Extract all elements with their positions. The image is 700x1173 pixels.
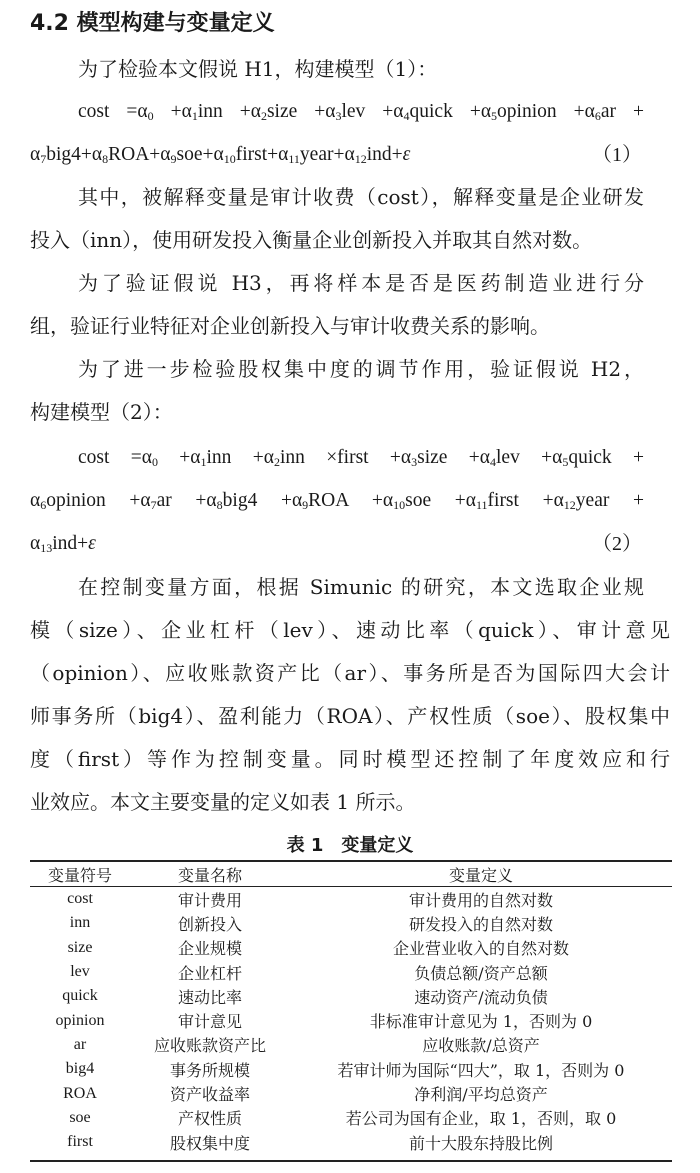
table-row [30,1033,672,1057]
paragraph-controls-line-4: 师事务所（big4）、盈利能力（ROA）、产权性质（soe）、股权集中 [30,704,670,728]
table-row [30,887,672,912]
equation-1-number: （1） [592,144,642,166]
cell-name: 资产收益率 [169,1085,250,1105]
cell-name: 速动比率 [177,987,242,1007]
equation-2-line-3: $\alpha_{13}ind+\varepsilon$ [30,533,96,555]
variable-definition-table [30,862,672,1154]
cell-definition: 企业营业收入的自然对数 [392,939,569,959]
cell-definition: 前十大股东持股比例 [408,1133,553,1153]
table-row [30,1106,672,1130]
cell-name: 审计费用 [177,890,242,910]
cell-name: 股权集中度 [169,1133,250,1153]
cell-name: 创新投入 [177,914,242,934]
paragraph-controls-line-1: 在控制变量方面，根据 Simunic 的研究，本文选取企业规 [78,575,644,599]
cell-name: 事务所规模 [169,1060,250,1080]
cell-symbol: ROA [63,1084,97,1102]
paragraph-h2-line-1: 为了进一步检验股权集中度的调节作用，验证假说 H2， [78,357,644,381]
equation-1-line-1: $\cos t =\alpha_0 +\alpha_1inn$ $+\alpha_2size +\alpha_3lev$ $+\alpha_4quick$ $+\alpha_5opinion +\alpha_6ar$ + [78,101,644,123]
cell-definition: 净利润/平均总资产 [414,1085,548,1105]
cell-definition: 若公司为国有企业，取 1，否则，取 0 [345,1109,617,1129]
cell-symbol: opinion [55,1011,105,1029]
paragraph-h2-line-2: 构建模型（2）： [30,400,173,424]
equation-1-line-2: $\alpha_7big4+\alpha_8ROA+\alpha_9soe+\alpha_{10}first+\alpha_{11}year+\alpha_{12}ind+\varepsilon$ [30,144,411,166]
cell-symbol: first [67,1133,93,1151]
cell-symbol: big4 [65,1060,95,1078]
table-header-row [30,862,672,887]
table-row [30,1081,672,1105]
table-row [30,1008,672,1032]
cell-symbol: size [67,938,93,956]
table-row [30,984,672,1008]
paragraph-variables-line-1: 其中，被解释变量是审计收费（cost），解释变量是企业研发 [78,185,644,209]
cell-symbol: inn [69,914,91,932]
cell-name: 应收账款资产比 [153,1036,266,1056]
table-row [30,960,672,984]
paragraph-intro-model-1: 为了检验本文假说 H1，构建模型（1）： [78,57,438,81]
table-row [30,936,672,960]
cell-definition: 速动资产/流动负债 [414,987,548,1007]
cell-definition: 研发投入的自然对数 [408,914,553,934]
equation-2-line-2: $\alpha_6opinion +\alpha_7ar +\alpha_8big4 +\alpha_9ROA +\alpha_{10}soe$ $+\alpha_{11}first$ $+\alpha_{12}year$ + [30,490,644,512]
table-caption: 表 1 变量定义 [286,835,414,856]
cell-definition: 若审计师为国际“四大”，取 1，否则为 0 [337,1060,625,1080]
cell-symbol: lev [70,963,90,981]
cell-definition: 审计费用的自然对数 [408,890,553,910]
header-symbol: 变量符号 [30,862,130,887]
cell-name: 企业规模 [177,939,242,959]
paragraph-controls-line-3: （opinion）、应收账款资产比（ar）、事务所是否为国际四大会计 [30,661,670,685]
cell-definition: 非标准审计意见为 1，否则为 0 [369,1012,593,1032]
equation-2-number: （2） [592,533,642,555]
cell-name: 企业杠杆 [177,963,242,983]
paragraph-h3-line-2: 组，验证行业特征对企业创新投入与审计收费关系的影响。 [30,314,550,338]
cell-symbol: cost [67,890,93,908]
header-definition: 变量定义 [290,862,672,887]
table-row [30,1130,672,1154]
paragraph-controls-line-5: 度（first）等作为控制变量。同时模型还控制了年度效应和行 [30,747,670,771]
cell-definition: 应收账款/总资产 [422,1036,540,1056]
table-row [30,1057,672,1081]
cell-symbol: soe [69,1108,91,1126]
paragraph-variables-line-2: 投入（inn），使用研发投入衡量企业创新投入并取其自然对数。 [30,228,593,252]
cell-name: 产权性质 [177,1109,242,1129]
cell-name: 审计意见 [177,1012,242,1032]
paragraph-controls-line-6: 业效应。本文主要变量的定义如表 1 所示。 [30,790,416,814]
table-bottom-rule [30,1160,672,1162]
section-heading: 4.2 模型构建与变量定义 [30,11,275,36]
paragraph-h3-line-1: 为了验证假说 H3，再将样本是否是医药制造业进行分 [78,271,644,295]
cell-symbol: quick [62,987,98,1005]
table-row [30,911,672,935]
cell-definition: 负债总额/资产总额 [414,963,548,983]
paragraph-controls-line-2: 模（size）、企业杠杆（lev）、速动比率（quick）、审计意见 [30,618,670,642]
equation-2-line-1: $\cos t =\alpha_0 +\alpha_1inn +\alpha_2inn$ ×first $+\alpha_3size +\alpha_4lev$ $+\alpha_5quick$ + [78,447,644,469]
cell-symbol: ar [73,1035,87,1053]
header-name: 变量名称 [130,862,290,887]
